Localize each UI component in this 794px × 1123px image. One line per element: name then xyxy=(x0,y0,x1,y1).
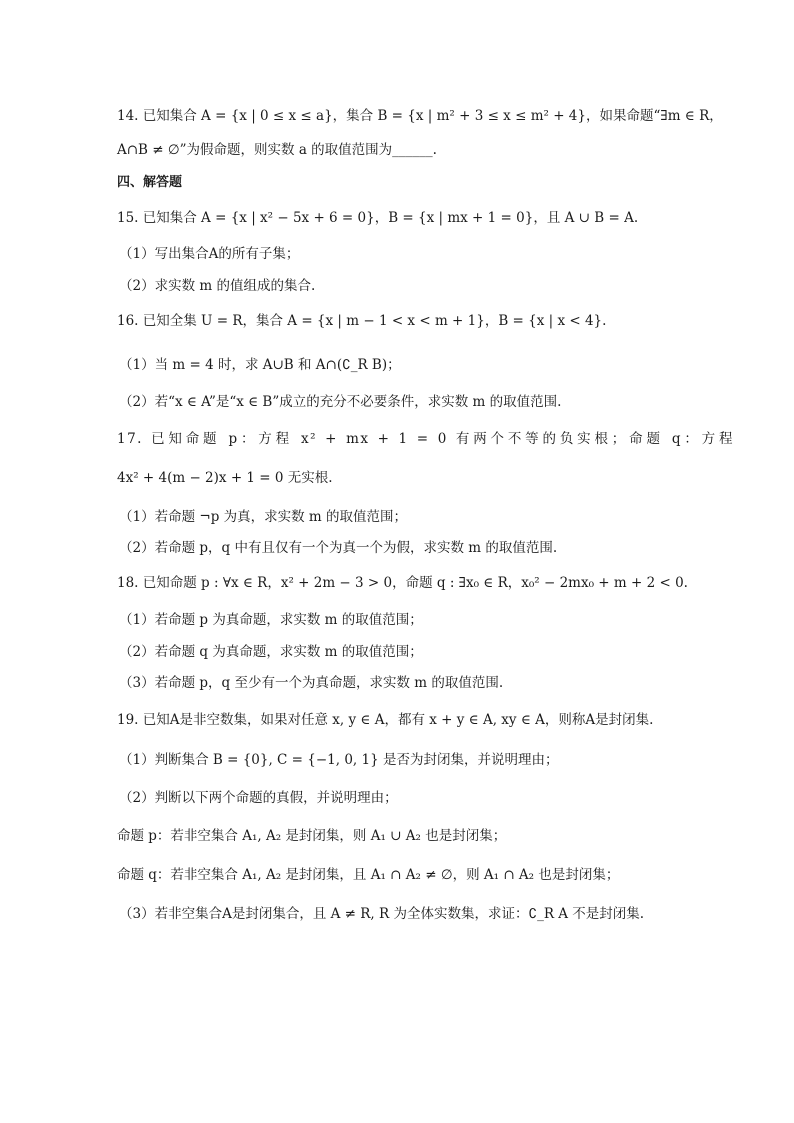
q18-part-3: （3）若命题 p，q 至少有一个为真命题，求实数 m 的取值范围. xyxy=(119,675,504,691)
q14-line-1: 14. 已知集合 A = {x | 0 ≤ x ≤ a}，集合 B = {x | m² + 3 ≤ x ≤ m² + 4}，如果命题“∃m ∈ R， xyxy=(117,108,723,124)
q19-part-1: （1）判断集合 B = {0}, C = {−1, 0, 1} 是否为封闭集，并说明理由； xyxy=(119,752,559,768)
q15-stem: 15. 已知集合 A = {x | x² − 5x + 6 = 0}，B = {x | mx + 1 = 0}，且 A ∪ B = A. xyxy=(117,210,639,226)
q17-part-2: （2）若命题 p，q 中有且仅有一个为真一个为假，求实数 m 的取值范围. xyxy=(119,540,558,556)
q15-part-1: （1）写出集合A的所有子集； xyxy=(119,246,300,262)
q19-proposition-p: 命题 p：若非空集合 A₁, A₂ 是封闭集，则 A₁ ∪ A₂ 也是封闭集； xyxy=(117,828,507,844)
q15-part-2: （2）求实数 m 的值组成的集合. xyxy=(119,278,316,294)
q17-stem-line-1: 17. 已知命题 p：方程 x² + mx + 1 = 0 有两个不等的负实根；命题 q：方程 xyxy=(117,431,734,447)
q18-part-2: （2）若命题 q 为真命题，求实数 m 的取值范围； xyxy=(119,644,423,660)
q19-part-2: （2）判断以下两个命题的真假，并说明理由； xyxy=(119,790,398,806)
section-heading: 四、解答题 xyxy=(117,175,183,190)
q18-stem: 18. 已知命题 p : ∀x ∈ R，x² + 2m − 3 > 0，命题 q : ∃x₀ ∈ R，x₀² − 2mx₀ + m + 2 < 0. xyxy=(117,575,688,591)
q16-part-2: （2）若“x ∈ A”是“x ∈ B”成立的充分不必要条件，求实数 m 的取值范围. xyxy=(119,394,562,410)
q16-stem: 16. 已知全集 U = R，集合 A = {x | m − 1 < x < m + 1}，B = {x | x < 4}. xyxy=(117,313,607,329)
q16-part-1: （1）当 m = 4 时，求 A∪B 和 A∩(∁_R B)； xyxy=(119,357,401,373)
q14-line-2: A∩B ≠ ∅”为假命题，则实数 a 的取值范围为______. xyxy=(117,142,437,158)
q17-part-1: （1）若命题 ¬p 为真，求实数 m 的取值范围； xyxy=(119,509,408,525)
q19-part-3: （3）若非空集合A是封闭集合，且 A ≠ R, R 为全体实数集，求证：∁_R A 不是封闭集. xyxy=(119,906,645,922)
q18-part-1: （1）若命题 p 为真命题，求实数 m 的取值范围； xyxy=(119,612,423,628)
q17-stem-line-2: 4x² + 4(m − 2)x + 1 = 0 无实根. xyxy=(117,470,333,486)
q19-proposition-q: 命题 q：若非空集合 A₁, A₂ 是封闭集，且 A₁ ∩ A₂ ≠ ∅，则 A₁ ∩ A₂ 也是封闭集； xyxy=(117,867,620,883)
q19-stem: 19. 已知A是非空数集，如果对任意 x, y ∈ A，都有 x + y ∈ A, xy ∈ A，则称A是封闭集. xyxy=(117,712,654,728)
